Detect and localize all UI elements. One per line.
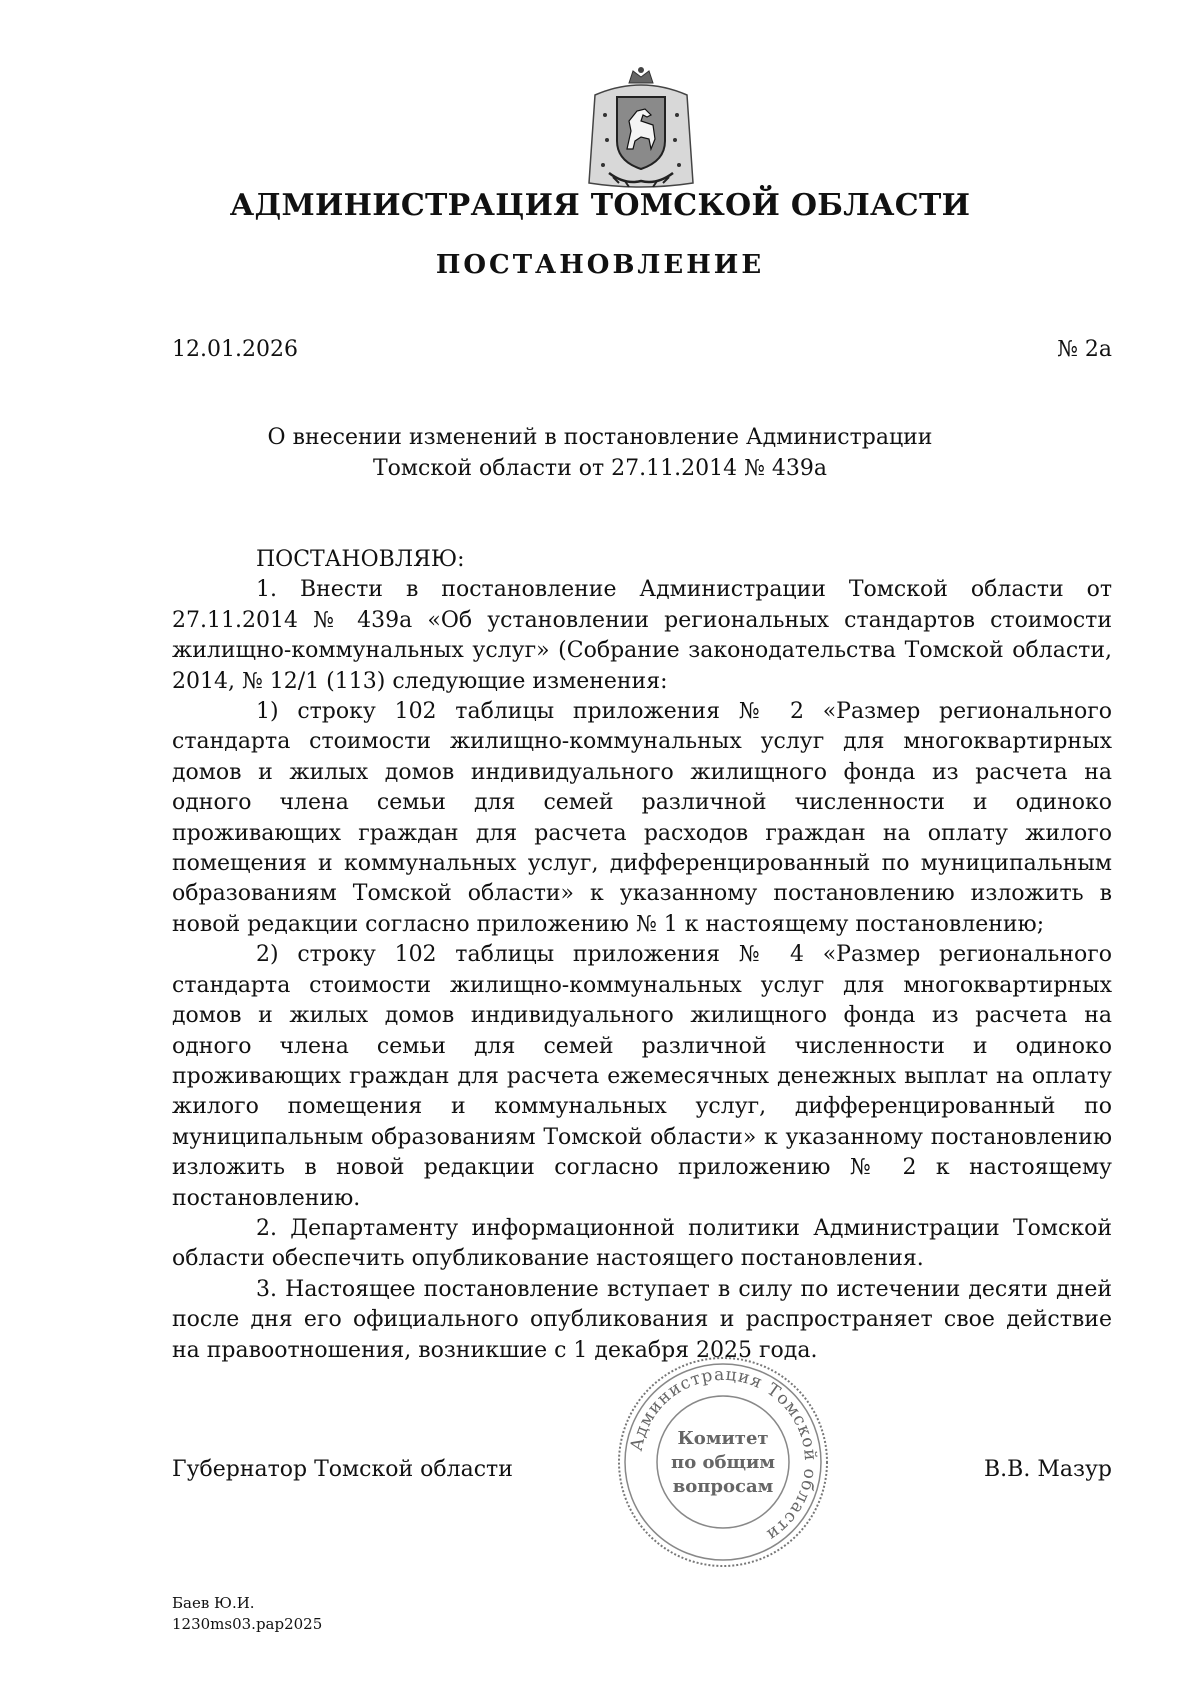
document-type: ПОСТАНОВЛЕНИЕ bbox=[435, 250, 765, 280]
signatory-position: Губернатор Томской области bbox=[172, 1457, 513, 1482]
official-stamp bbox=[613, 1352, 833, 1572]
paragraph-2: 2. Департаменту информационной политики Администрации Томской области обеспечить опубликование настоящего постановления. bbox=[172, 1215, 1112, 1272]
paragraph-1-item-1: 1) строку 102 таблицы приложения № 2 «Размер регионального стандарта стоимости жилищно-коммунальных услуг для многоквартирных домов и жилых домов индивидуального жилищного фонда из расчета на одного члена семьи для семей различной численности и одиноко проживающих граждан для расчета расходов граждан на оплату жилого помещения и коммунальных услуг, дифференцированный по муниципальным образованиям Томской области» к указанному постановлению изложить в новой редакции согласно приложению № 1 к настоящему постановлению; bbox=[172, 699, 1112, 937]
coat-of-arms-icon bbox=[585, 65, 697, 195]
subject-line-2: Томской области от 27.11.2014 № 439а bbox=[372, 456, 828, 481]
stamp-center-line-1: Комитет bbox=[677, 1428, 769, 1449]
subject-line-1: О внесении изменений в постановление Администрации bbox=[267, 425, 933, 450]
document-body bbox=[172, 545, 1112, 1366]
resolve-heading: ПОСТАНОВЛЯЮ: bbox=[256, 547, 465, 572]
paragraph-3: 3. Настоящее постановление вступает в силу по истечении десяти дней после дня его официального опубликования и распространяет свое действие на правоотношения, возникшие с 1 декабря 2025 года. bbox=[172, 1276, 1112, 1363]
stamp-center-line-3: вопросам bbox=[672, 1476, 774, 1497]
executor-block bbox=[172, 1593, 322, 1635]
document-number: № 2а bbox=[1057, 337, 1112, 362]
executor-file-code: 1230ms03.pap2025 bbox=[172, 1615, 323, 1633]
signatory-name: В.В. Мазур bbox=[984, 1457, 1112, 1482]
document-date: 12.01.2026 bbox=[172, 337, 298, 362]
stamp-ring-text: Администрация Томской области bbox=[626, 1364, 821, 1546]
organization-title: АДМИНИСТРАЦИЯ ТОМСКОЙ ОБЛАСТИ bbox=[229, 188, 971, 223]
paragraph-1-item-2: 2) строку 102 таблицы приложения № 4 «Размер регионального стандарта стоимости жилищно-коммунальных услуг для многоквартирных домов и жилых домов индивидуального жилищного фонда из расчета на одного члена семьи для семей различной численности и одиноко проживающих граждан для расчета ежемесячных денежных выплат на оплату жилого помещения и коммунальных услуг, дифференцированный по муниципальным образованиям Томской области» к указанному постановлению изложить в новой редакции согласно приложению № 2 к настоящему постановлению. bbox=[172, 942, 1112, 1211]
paragraph-1: 1. Внести в постановление Администрации Томской области от 27.11.2014 № 439а «Об установлении региональных стандартов стоимости жилищно-коммунальных услуг» (Собрание законодательства Томской области, 2014, № 12/1 (113) следующие изменения: bbox=[172, 577, 1112, 694]
executor-name: Баев Ю.И. bbox=[172, 1594, 255, 1612]
stamp-center-line-2: по общим bbox=[671, 1452, 775, 1473]
document-subject bbox=[0, 422, 1200, 484]
